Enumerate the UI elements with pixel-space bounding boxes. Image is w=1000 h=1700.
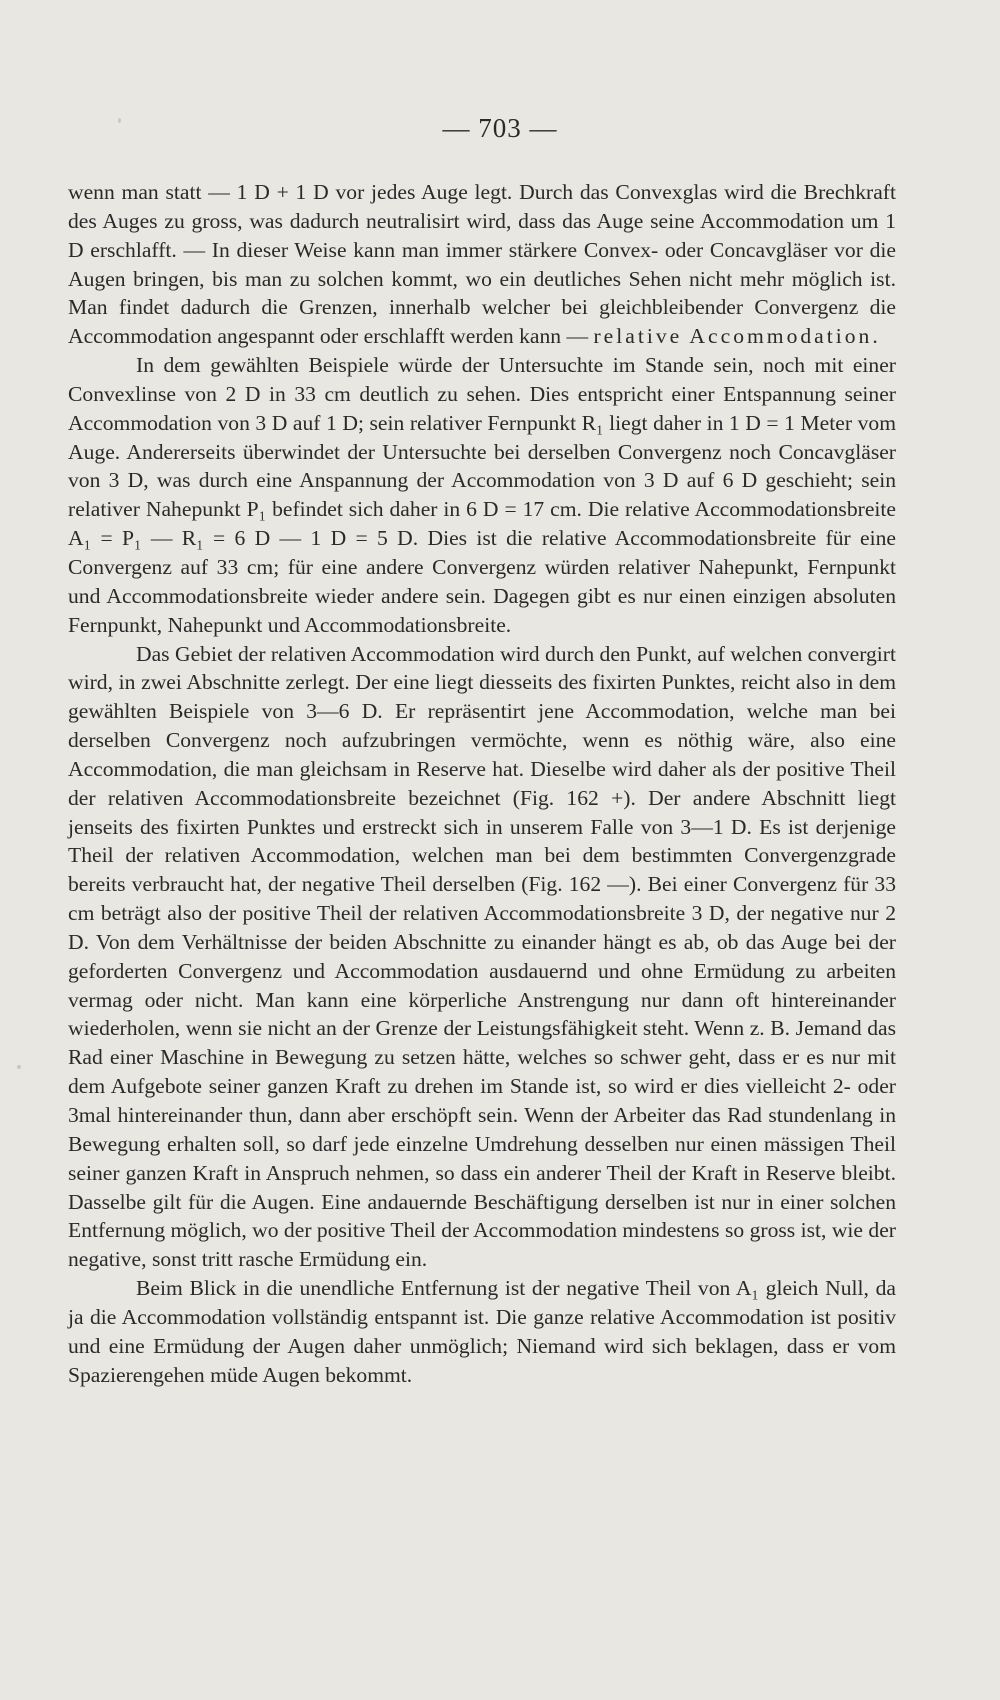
paragraph-text-end: . <box>872 324 878 349</box>
page-number: — 703 — <box>442 113 558 143</box>
spaced-term: relative Accommodation <box>593 324 873 349</box>
paper-speck <box>118 118 121 123</box>
paragraph: Das Gebiet der relativen Accommodation wird durch den Punkt, auf welchen convergirt wird, in zwei Abschnitte zerlegt. Der eine liegt diesseits des fixirten Punktes, reicht also in dem gewählten Beispiele von 3—6 D. Er repräsentirt jene Accommodation, welche man bei derselben Convergenz noch aufzubringen vermöchte, wenn es nöthig wäre, also eine Accommodation, die man gleichsam in Reserve hat. Dieselbe wird daher als der positive Theil der relativen Accommodationsbreite bezeichnet (Fig. 162 +). Der andere Abschnitt liegt jenseits des fixirten Punktes und erstreckt sich in unserem Falle von 3—1 D. Es ist derjenige Theil der relativen Accommodation, welchen man bei dem bestimmten Convergenzgrade bereits verbraucht hat, der negative Theil derselben (Fig. 162 —). Bei einer Convergenz für 33 cm beträgt also der positive Theil der relativen Accommodationsbreite 3 D, der negative nur 2 D. Von dem Verhältnisse der beiden Abschnitte zu einander hängt es ab, ob das Auge bei der geforderten Convergenz und Accommodation ausdauernd und ohne Ermüdung zu arbeiten vermag oder nicht. Man kann eine körperliche Anstrengung nur dann oft hintereinander wiederholen, wenn sie nicht an der Grenze der Leistungsfähigkeit steht. Wenn z. B. Jemand das Rad einer Maschine in Bewegung zu setzen hätte, welches so schwer geht, dass er es nur mit dem Aufgebote seiner ganzen Kraft zu drehen im Stande ist, so wird er dies vielleicht 2- oder 3mal hintereinander thun, dann aber erschöpft sein. Wenn der Arbeiter das Rad stundenlang in Bewegung erhalten soll, so darf jede einzelne Umdrehung desselben nur einen mässigen Theil seiner ganzen Kraft in Anspruch nehmen, so dass ein anderer Theil der Kraft in Reserve bleibt. Dasselbe gilt für die Augen. Eine andauernde Beschäftigung derselben ist nur in einer solchen Entfernung möglich, wo der positive Theil der Accommodation mindestens so gross ist, wie der negative, sonst tritt rasche Ermüdung ein. <box>68 641 896 1272</box>
paragraph: Beim Blick in die unendliche Entfernung ist der negative Theil von A₁ gleich Null, da ja die Accommodation vollständig entspannt ist. Die ganze relative Accommodation ist positiv und eine Ermüdung der Augen daher unmöglich; Niemand wird sich beklagen, dass er vom Spazierengehen müde Augen bekommt. <box>68 1276 896 1387</box>
paper-speck <box>17 1065 21 1069</box>
paragraph <box>68 178 896 351</box>
body-text <box>68 178 896 1389</box>
paragraph: In dem gewählten Beispiele würde der Untersuchte im Stande sein, noch mit einer Convexlinse von 2 D in 33 cm deutlich zu sehen. Dies entspricht einer Entspannung seiner Accommodation von 3 D auf 1 D; sein relativer Fernpunkt R₁ liegt daher in 1 D = 1 Meter vom Auge. Andererseits überwindet der Untersuchte bei derselben Convergenz noch Concavgläser von 3 D, was durch eine Anspannung der Accommodation von 3 D auf 6 D geschieht; sein relativer Nahepunkt P₁ befindet sich daher in 6 D = 17 cm. Die relative Accommodationsbreite A₁ = P₁ — R₁ = 6 D — 1 D = 5 D. Dies ist die relative Accommodationsbreite für eine Convergenz auf 33 cm; für eine andere Convergenz würden relativer Nahepunkt, Fernpunkt und Accommodationsbreite wieder andere sein. Dagegen gibt es nur einen einzigen absoluten Fernpunkt, Nahepunkt und Accommodationsbreite. <box>68 353 896 637</box>
paragraph-text: wenn man statt — 1 D + 1 D vor jedes Auge legt. Durch das Convexglas wird die Brechkraft des Auges zu gross, was dadurch neutralisirt wird, dass das Auge seine Accommodation um 1 D erschlafft. — In dieser Weise kann man immer stärkere Convex- oder Concavgläser vor die Augen bringen, bis man zu solchen kommt, wo ein deutliches Sehen nicht mehr möglich ist. Man findet dadurch die Grenzen, innerhalb welcher bei gleichbleibender Convergenz die Accommodation angespannt oder erschlafft werden kann — <box>68 180 896 349</box>
